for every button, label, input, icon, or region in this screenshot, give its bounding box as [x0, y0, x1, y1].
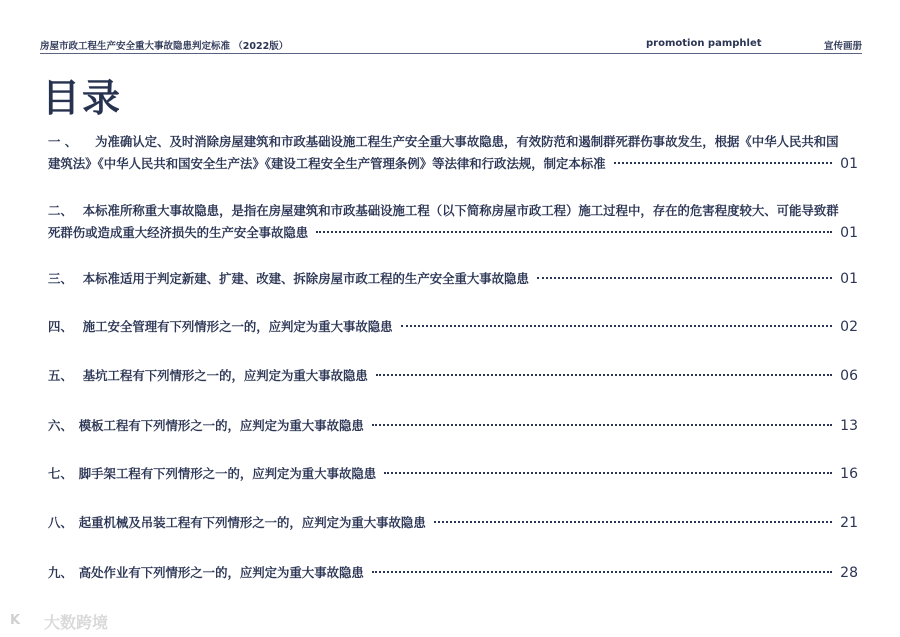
- toc-entry-line: [48, 131, 858, 153]
- toc-entry-line: [48, 153, 858, 175]
- toc-entry-line: [48, 512, 858, 534]
- toc-entry-line: [48, 200, 858, 222]
- toc-entry-line: [48, 316, 858, 338]
- toc-entry-line: [48, 562, 858, 584]
- dot-leader: [537, 277, 832, 279]
- header-pamphlet-label: promotion pamphlet: [646, 38, 762, 49]
- watermark-logo-icon: K: [10, 612, 20, 628]
- dot-leader: [401, 325, 832, 327]
- toc-page-number: 21: [840, 515, 858, 531]
- toc-entry-line: [48, 222, 858, 244]
- dot-leader: [376, 374, 832, 376]
- toc-entry-text: 高处作业有下列情形之一的，应判定为重大事故隐患: [78, 565, 364, 580]
- toc-entry-number: 四、: [48, 319, 73, 334]
- toc-page-number: 06: [840, 368, 858, 384]
- header-brochure-label: 宣传画册: [823, 41, 862, 52]
- toc-page-number: 16: [840, 466, 858, 482]
- toc-entry-line: [48, 365, 858, 387]
- dot-leader: [316, 231, 832, 233]
- toc-entry-text: 本标准适用于判定新建、扩建、改建、拆除房屋市政工程的生产安全重大事故隐患: [82, 271, 529, 286]
- dot-leader: [372, 424, 832, 426]
- toc-entry-5[interactable]: [48, 365, 858, 387]
- toc-entry-text: 基坑工程有下列情形之一的，应判定为重大事故隐患: [82, 368, 368, 383]
- toc-entry-line: [48, 463, 858, 485]
- dot-leader: [384, 472, 832, 474]
- watermark-text: 大数跨境: [44, 613, 109, 632]
- page-title: 目录: [42, 76, 123, 120]
- toc-entry-text: 施工安全管理有下列情形之一的，应判定为重大事故隐患: [82, 319, 393, 334]
- toc-entry-number: 九、: [48, 565, 73, 580]
- toc-entry-line: [48, 268, 858, 290]
- toc-entry-line: [48, 415, 858, 437]
- dot-leader: [434, 521, 832, 523]
- toc-page-number: 13: [840, 418, 858, 434]
- toc-entry-text: 模板工程有下列情形之一的，应判定为重大事故隐患: [78, 418, 364, 433]
- toc-entry-text: 起重机械及吊装工程有下列情形之一的，应判定为重大事故隐患: [78, 515, 426, 530]
- toc-entry-number: 六、: [48, 418, 73, 433]
- dot-leader: [372, 571, 832, 573]
- toc-page-number: 01: [840, 156, 858, 172]
- toc-entry-6[interactable]: [48, 415, 858, 437]
- toc-entry-number: 七、: [48, 466, 73, 481]
- toc-entry-1[interactable]: [48, 131, 858, 175]
- watermark: [10, 610, 108, 633]
- toc-entry-text: 为准确认定、及时消除房屋建筑和市政基础设施工程生产安全重大事故隐患，有效防范和遏制群死群伤事故发生，根据《中华人民共和国: [95, 134, 839, 149]
- toc-entry-7[interactable]: [48, 463, 858, 485]
- toc-page-number: 02: [840, 319, 858, 335]
- toc-entry-9[interactable]: [48, 562, 858, 584]
- toc-entry-number: 五、: [48, 368, 73, 383]
- toc-entry-4[interactable]: [48, 316, 858, 338]
- page-header: [40, 38, 862, 54]
- toc-entry-3[interactable]: [48, 268, 858, 290]
- toc-entry-number: 八、: [48, 515, 73, 530]
- toc-entry-number: 三、: [48, 271, 73, 286]
- toc-page-number: 28: [840, 565, 858, 581]
- toc-page-number: 01: [840, 271, 858, 287]
- toc-entry-text: 本标准所称重大事故隐患，是指在房屋建筑和市政基础设施工程（以下简称房屋市政工程）施工过程中，存在的危害程度较大、可能导致群: [82, 203, 839, 218]
- dot-leader: [614, 162, 832, 164]
- toc-entry-text: 脚手架工程有下列情形之一的，应判定为重大事故隐患: [78, 466, 377, 481]
- header-divider: [40, 53, 862, 54]
- toc-entry-text-cont: 建筑法》《中华人民共和国安全生产法》《建设工程安全生产管理条例》等法律和行政法规，制定本标准: [48, 156, 606, 171]
- toc-entry-2[interactable]: [48, 200, 858, 244]
- header-document-title: 房屋市政工程生产安全重大事故隐患判定标准 （2022版）: [40, 41, 289, 52]
- toc-entry-number: 一 、: [48, 134, 78, 149]
- toc-entry-8[interactable]: [48, 512, 858, 534]
- toc-page-number: 01: [840, 225, 858, 241]
- toc-entry-text-cont: 死群伤或造成重大经济损失的生产安全事故隐患: [48, 225, 309, 240]
- toc-entry-number: 二、: [48, 203, 73, 218]
